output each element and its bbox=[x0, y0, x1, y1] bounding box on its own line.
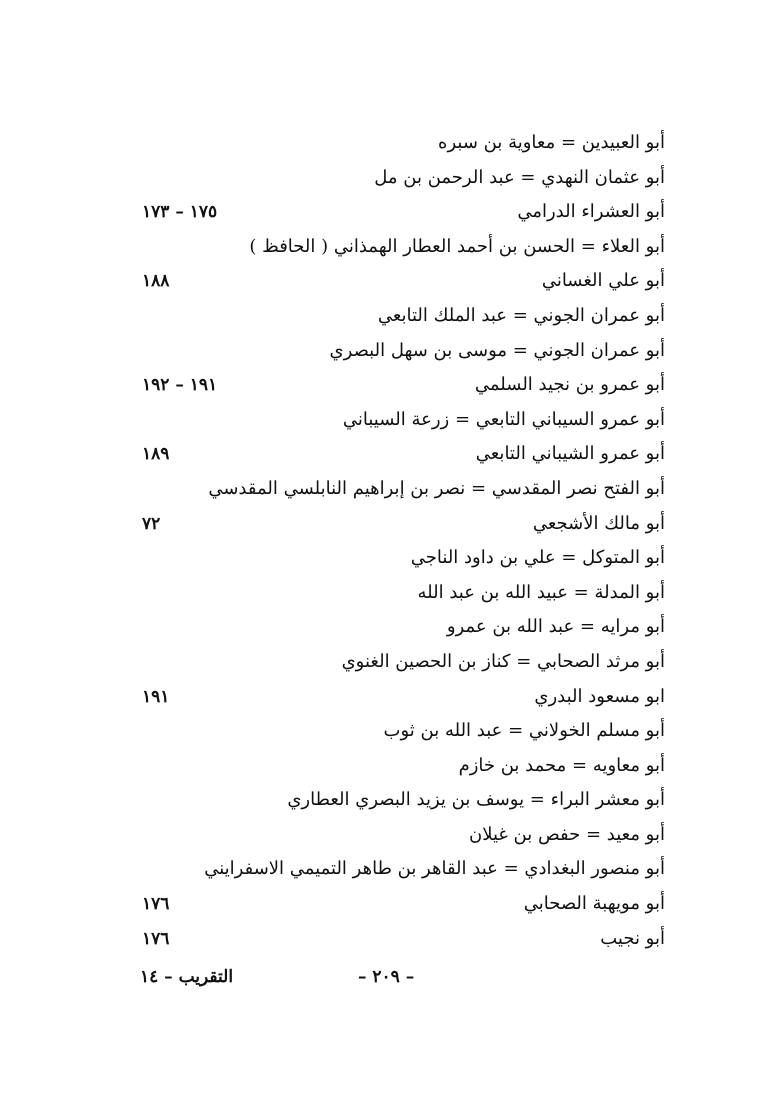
index-entry bbox=[130, 749, 665, 784]
entry-name: أبو العلاء = الحسن بن أحمد العطار الهمذاني ( الحافظ ) bbox=[249, 235, 665, 257]
entry-name: أبو مويهبة الصحابي bbox=[523, 893, 665, 915]
index-entry bbox=[130, 541, 665, 576]
index-entry bbox=[130, 783, 665, 818]
index-entry bbox=[130, 714, 665, 749]
entry-page-reference: ١٧٥ – ١٧٣ bbox=[142, 202, 218, 223]
entry-name: أبو عمران الجوني = موسى بن سهل البصري bbox=[329, 339, 665, 361]
entry-name: أبو معشر البراء = يوسف بن يزيد البصري العطاري bbox=[287, 789, 665, 811]
entry-name: أبو عثمان النهدي = عبد الرحمن بن مل bbox=[374, 166, 665, 188]
entry-page-reference: ١٨٨ bbox=[142, 271, 170, 292]
entry-name: أبو معيد = حفص بن غيلان bbox=[468, 823, 665, 845]
index-entry bbox=[130, 195, 665, 230]
index-entry bbox=[130, 818, 665, 853]
index-entry bbox=[130, 610, 665, 645]
entry-name: أبو العبيدين = معاوية بن سبره bbox=[438, 132, 665, 153]
entry-name: أبو منصور البغدادي = عبد القاهر بن طاهر التميمي الاسفرايني bbox=[204, 858, 665, 880]
entry-page-reference: ١٩١ bbox=[142, 686, 170, 707]
entry-name: أبو معاويه = محمد بن خازم bbox=[458, 754, 665, 776]
index-entry bbox=[130, 576, 665, 611]
entry-name: أبو مسلم الخولاني = عبد الله بن ثوب bbox=[383, 720, 665, 742]
index-entry bbox=[130, 299, 665, 334]
index-entry bbox=[130, 334, 665, 369]
index-entry bbox=[130, 368, 665, 403]
entry-name: أبو نجيب bbox=[600, 927, 665, 949]
entry-name: أبو مرايه = عبد الله بن عمرو bbox=[446, 616, 665, 638]
entry-page-reference: ١٧٦ bbox=[142, 928, 170, 949]
name-index-list bbox=[130, 126, 665, 956]
entry-page-reference: ١٨٩ bbox=[142, 444, 170, 465]
entry-page-reference: ١٧٦ bbox=[142, 894, 170, 915]
printer-signature-mark: التقريب – ١٤ bbox=[140, 967, 234, 987]
index-entry bbox=[130, 161, 665, 196]
index-entry bbox=[130, 507, 665, 542]
index-entry bbox=[130, 887, 665, 922]
entry-name: أبو العشراء الدرامي bbox=[517, 201, 665, 223]
entry-name: أبو مرثد الصحابي = كناز بن الحصين الغنوي bbox=[341, 650, 665, 672]
index-entry bbox=[130, 403, 665, 438]
entry-name: أبو علي الغساني bbox=[541, 270, 665, 292]
entry-name: أبو عمرو السيباني التابعي = زرعة السيباني bbox=[342, 408, 665, 430]
entry-name: أبو عمرو بن نجيد السلمي bbox=[474, 374, 665, 396]
index-entry bbox=[130, 230, 665, 265]
index-entry bbox=[130, 437, 665, 472]
entry-page-reference: ١٩١ – ١٩٢ bbox=[142, 375, 218, 396]
index-entry bbox=[130, 645, 665, 680]
entry-name: أبو عمران الجوني = عبد الملك التابعي bbox=[377, 304, 665, 326]
entry-name: أبو المدلة = عبيد الله بن عبد الله bbox=[417, 581, 665, 603]
page-footer bbox=[130, 960, 665, 994]
index-entry bbox=[130, 680, 665, 715]
page-number: – ٢٠٩ – bbox=[358, 967, 415, 987]
index-entry bbox=[130, 852, 665, 887]
index-entry bbox=[130, 472, 665, 507]
entry-page-reference: ٧٢ bbox=[142, 513, 161, 534]
entry-name: أبو مالك الأشجعي bbox=[532, 512, 665, 534]
entry-name: أبو الفتح نصر المقدسي = نصر بن إبراهيم النابلسي المقدسي bbox=[208, 477, 665, 499]
entry-name: أبو عمرو الشيباني التابعي bbox=[475, 443, 665, 465]
index-entry bbox=[130, 922, 665, 957]
index-entry bbox=[130, 126, 665, 161]
index-entry bbox=[130, 264, 665, 299]
entry-name: أبو المتوكل = علي بن داود الناجي bbox=[410, 547, 665, 569]
entry-name: ابو مسعود البدري bbox=[534, 685, 665, 707]
